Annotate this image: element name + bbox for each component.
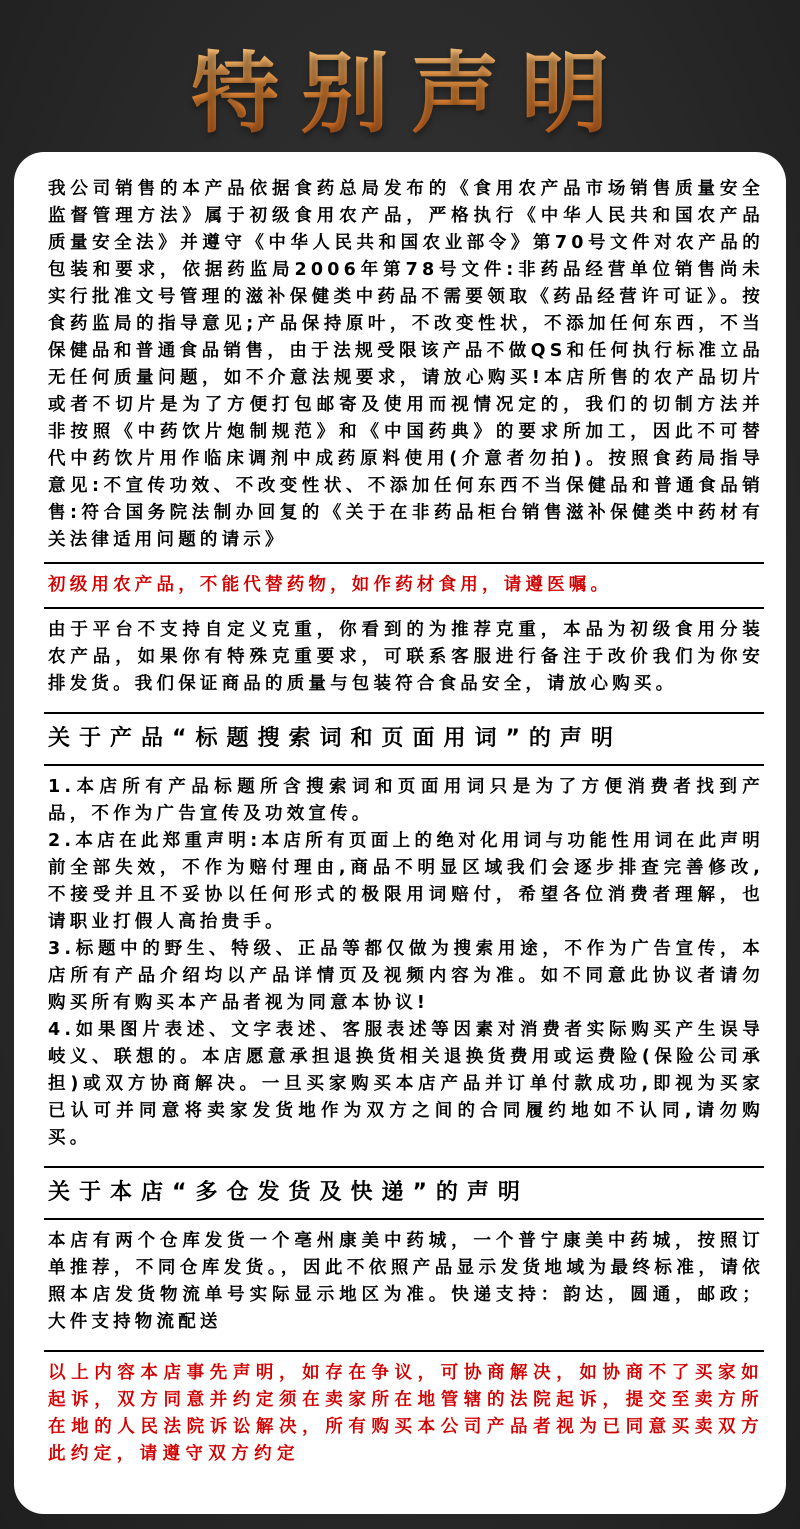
divider [44,607,764,609]
section-heading-title-words: 关于产品“标题搜索词和页面用词”的声明 [48,726,622,751]
list-item: 2.本店在此郑重声明:本店所有页面上的绝对化用词与功能性用词在此声明前全部失效，不作为赔付理由,商品不明显区域我们会逐步排查完善修改,不接受并且不妥协以任何形式的极限用词赔付，希望各位消费者理解，也请职业打假人高抬贵手。 [48,831,764,932]
footer-notice: 以上内容本店事先声明，如存在争议，可协商解决，如协商不了买家如起诉，双方同意并约定须在卖家所在地管辖的法院起诉，提交至卖方所在地的人民法院诉讼解决，所有购买本公司产品者视为已同意买卖双方此约定，请遵守双方约定 [48,1363,764,1464]
list-item: 3.标题中的野生、特级、正品等都仅做为搜索用途，不作为广告宣传，本店所有产品介绍均以产品详情页及视频内容为准。如不同意此协议者请勿购买所有购买本产品者视为同意本协议! [48,939,764,1013]
divider [44,562,764,564]
intro-paragraph: 我公司销售的本产品依据食药总局发布的《食用农产品市场销售质量安全监督管理方法》属于初级食用农产品，严格执行《中华人民共和国农产品质量安全法》并遵守《中华人民共和国农业部令》第70号文件对农产品的包装和要求，依据药监局2006年第78号文件:非药品经营单位销售尚未实行批准文号管理的滋补保健类中药品不需要领取《药品经营许可证》。按食药监局的指导意见;产品保持原叶，不改变性状，不添加任何东西，不当保健品和普通食品销售，由于法规受限该产品不做QS和任何执行标准立品无任何质量问题，如不介意法规要求，请放心购买!本店所售的农产品切片或者不切片是为了方便打包邮寄及使用而视情况定的，我们的切制方法并非按照《中药饮片炮制规范》和《中国药典》的要求所加工，因此不可替代中药饮片用作临床调剂中成药原料使用(介意者勿拍)。按照食药局指导意见:不宣传功效、不改变性状、不添加任何东西不当保健品和普通食品销售:符合国务院法制办回复的《关于在非药品柜台销售滋补保健类中药材有关法律适用问题的请示》 [48,179,764,550]
list-item: 4.如果图片表述、文字表述、客服表述等因素对消费者实际购买产生误导岐义、联想的。本店愿意承担退换货相关退换货费用或运费险(保险公司承担)或双方协商解决。一旦买家购买本店产品并订单付款成功,即视为买家已认可并同意将卖家发货地作为双方之间的合同履约地如不认同,请勿购买。 [48,1020,764,1148]
divider [44,1218,764,1220]
divider [44,712,764,714]
banner [0,44,800,154]
shipping-paragraph: 本店有两个仓库发货一个亳州康美中药城，一个普宁康美中药城，按照订单推荐，不同仓库发货。，因此不依照产品显示发货地域为最终标准，请依照本店发货物流单号实际显示地区为准。快递支持：韵达，圆通，邮政；大件支持物流配送 [48,1231,764,1332]
statement-card [14,152,786,1514]
warning-text: 初级用农产品，不能代替药物，如作药材食用，请遵医嘱。 [48,575,613,595]
divider [44,764,764,766]
page-title: 特别声明 [169,44,631,144]
divider [44,1350,764,1352]
weight-paragraph: 由于平台不支持自定义克重，你看到的为推荐克重，本品为初级食用分装农产品，如果你有特殊克重要求，可联系客服进行备注于改价我们为你安排发货。我们保证商品的质量与包装符合食品安全，请放心购买。 [48,620,764,694]
list-item: 1.本店所有产品标题所含搜索词和页面用词只是为了方便消费者找到产品，不作为广告宣传及功效宣传。 [48,777,764,824]
section-heading-shipping: 关于本店“多仓发货及快递”的声明 [48,1180,529,1205]
divider [44,1166,764,1168]
